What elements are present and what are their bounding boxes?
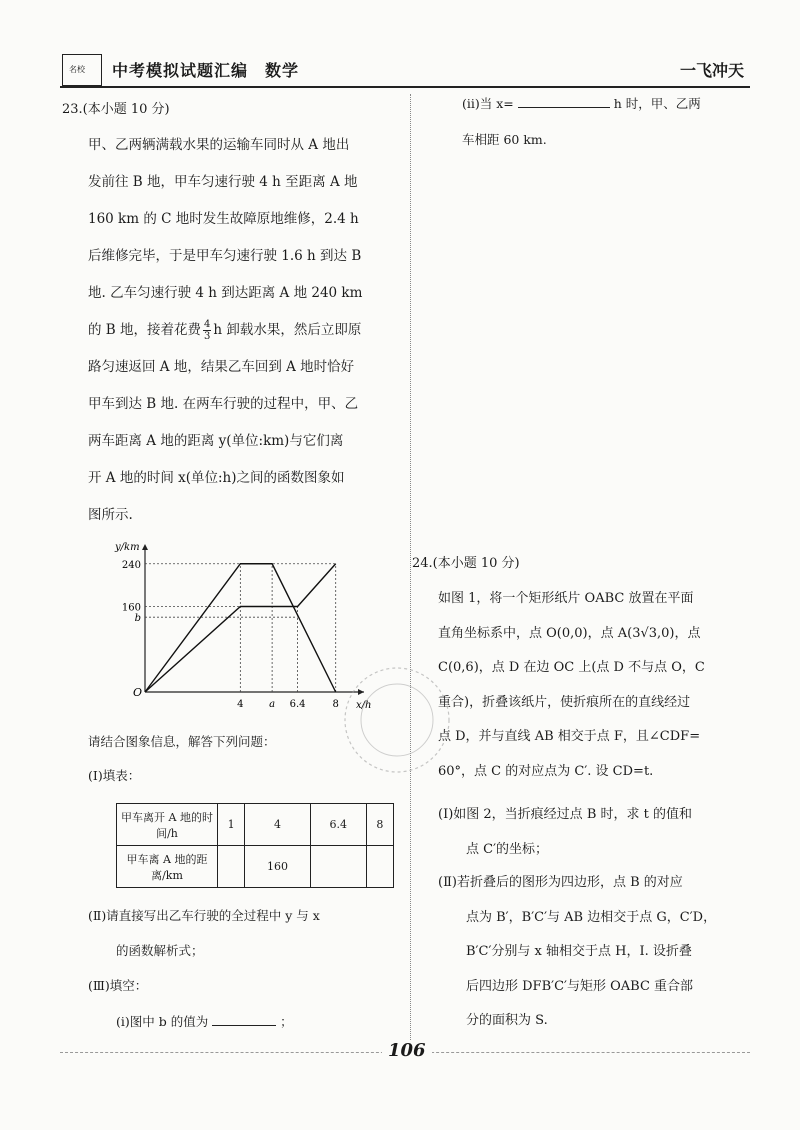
q23-part3-ii: (ⅱ)当 x= h 时，甲、乙两 [462, 96, 701, 111]
y-tick-label: b [134, 613, 141, 625]
y-tick-label: 240 [121, 559, 141, 571]
x-axis-label: x/h [356, 700, 372, 711]
y-axis-arrow [142, 544, 148, 550]
q23-line: 开 A 地的时间 x(单位:h)之间的函数图象如 [88, 470, 345, 486]
q23-part3: (Ⅲ)填空： [88, 978, 148, 993]
table-row-header: 甲车离开 A 地的时间/h [117, 804, 218, 846]
q24-heading: 24.(本小题 10 分) [412, 556, 520, 571]
q23-line-fraction: 的 B 地，接着花费 $\frac{4}{3}$ h 卸载水果，然后立即原 [88, 319, 362, 342]
table-cell: 6.4 [310, 804, 366, 846]
q24-line: 如图 1，将一个矩形纸片 OABC 放置在平面 [438, 591, 694, 606]
q24-part1: (Ⅰ)如图 2，当折痕经过点 B 时，求 t 的值和 点 C′的坐标； [438, 807, 692, 857]
x-tick-label: 4 [237, 699, 244, 710]
logo-text: 名校 [69, 65, 85, 74]
page-number: 106 [382, 1040, 432, 1061]
table-cell-answer[interactable] [218, 846, 245, 888]
page-header-brand: 一飞冲天 [680, 61, 745, 80]
column-divider [410, 94, 411, 1054]
q23-line: 两车距离 A 地的距离 y(单位:km)与它们离 [88, 433, 344, 449]
table-row [117, 846, 394, 888]
q23-line: 路匀速返回 A 地，结果乙车回到 A 地时恰好 [88, 359, 355, 375]
table-cell: 1 [218, 804, 245, 846]
q23-line: 后维修完毕，于是甲车匀速行驶 1.6 h 到达 B [88, 248, 362, 264]
q23-line: 地. 乙车匀速行驶 4 h 到达距离 A 地 240 km [88, 285, 363, 301]
table-row-header: 甲车离 A 地的距离/km [117, 846, 218, 888]
table-cell: 160 [245, 846, 310, 888]
q23-part2-line2: 的函数解析式； [116, 943, 204, 958]
q23-part3-ii-line2: 车相距 60 km. [462, 132, 547, 147]
table-row [117, 804, 394, 846]
y-tick-label: 160 [121, 602, 141, 614]
publisher-logo [62, 54, 102, 86]
q23-part2-line1: (Ⅱ)请直接写出乙车行驶的全过程中 y 与 x [88, 908, 320, 923]
q23-line: 发前往 B 地，甲车匀速行驶 4 h 至距离 A 地 [88, 174, 358, 190]
q23-prompt: 请结合图象信息，解答下列问题： [88, 734, 276, 749]
y-axis-label: y/km [115, 542, 140, 553]
q23-heading: 23.(本小题 10 分) [62, 102, 170, 117]
q23-body [88, 127, 362, 534]
q24-line: 点 D，并与直线 AB 相交于点 F，且∠CDF= [438, 729, 701, 744]
table-cell-answer[interactable] [366, 846, 393, 888]
fill-in-table [116, 803, 394, 888]
q24-line: 60°，点 C 的对应点为 C′. 设 CD=t. [438, 763, 654, 779]
answer-blank[interactable] [518, 95, 610, 108]
fraction-denominator: 3 [204, 331, 211, 342]
table-cell: 4 [245, 804, 310, 846]
page-header-title: 中考模拟试题汇编 数学 [112, 61, 300, 80]
q24-line: 重合)，折叠该纸片，使折痕所在的直线经过 [438, 694, 691, 710]
q24-line: C(0,6)，点 D 在边 OC 上(点 D 不与点 O，C [438, 660, 705, 675]
table-cell: 8 [366, 804, 393, 846]
q23-line: 160 km 的 C 地时发生故障原地维修，2.4 h [88, 211, 359, 227]
x-tick-label: 6.4 [289, 699, 306, 710]
q23-line: 图所示. [88, 507, 133, 523]
q23-part1: (Ⅰ)填表： [88, 768, 141, 783]
q23-line: 甲车到达 B 地. 在两车行驶的过程中，甲、乙 [88, 396, 359, 412]
q24-line: 直角坐标系中，点 O(0,0)，点 A(3√3,0)，点 [438, 625, 701, 641]
x-tick-label: 8 [332, 699, 339, 710]
fraction [203, 319, 211, 342]
x-tick-label: a [269, 699, 276, 710]
q24-part2: (Ⅱ)若折叠后的图形为四边形，点 B 的对应 点为 B′，B′C′与 AB 边相交于点 G，C′D， B′C′分别与 x 轴相交于点 H，I. 设折叠 后四边形 DFB′C′与矩形 OABC 重合部 分的面积为 S. [438, 875, 717, 1028]
table-cell-answer[interactable] [310, 846, 366, 888]
watermark-stamp [332, 650, 462, 790]
q23-part3-i: (ⅰ)图中 b 的值为 ； [116, 1014, 293, 1029]
origin-label: O [133, 686, 143, 699]
q23-line: 甲、乙两辆满载水果的运输车同时从 A 地出 [88, 137, 350, 153]
fraction-numerator: 4 [204, 319, 211, 330]
q24-body [438, 582, 705, 789]
answer-blank[interactable] [212, 1013, 276, 1026]
